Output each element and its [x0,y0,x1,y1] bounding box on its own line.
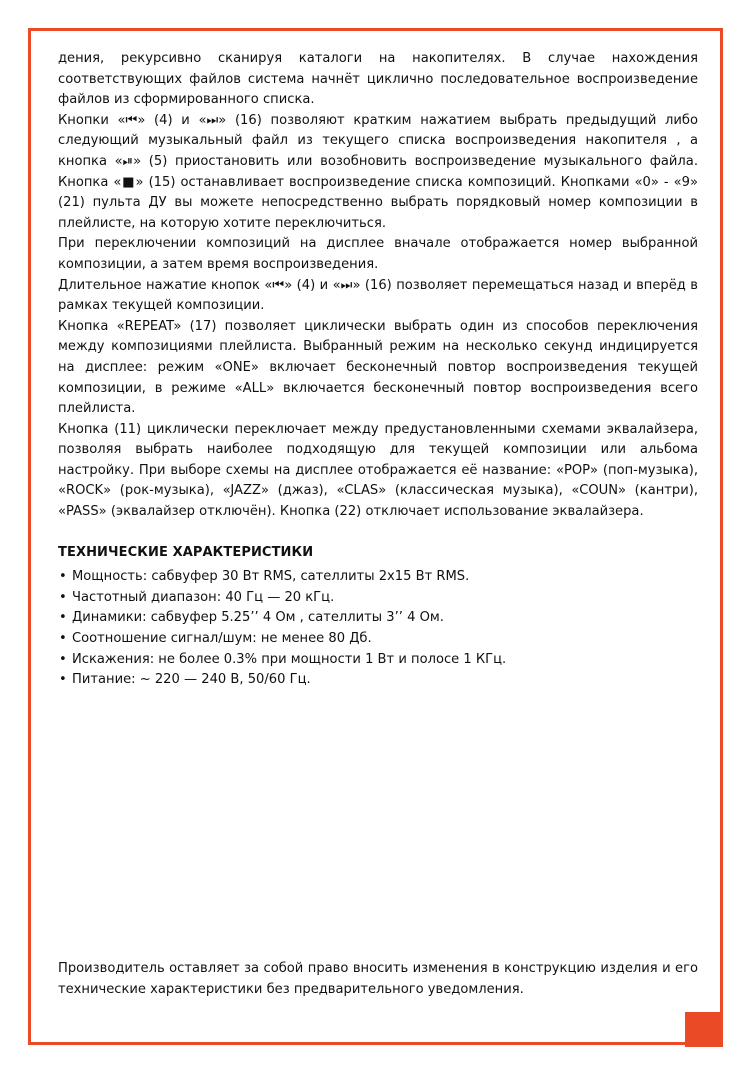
spec-item: • Частотный диапазон: 40 Гц — 20 кГц. [58,588,698,609]
paragraph-display-info: При переключении композиций на дисплее вначале отображается номер выбранной композиции, а затем время воспроизведения. [58,236,698,272]
paragraph-equalizer: Кнопка (11) циклически переключает между предустановленными схемами эквалайзера, позволяя выбрать наиболее подходящую для текущей композиции или альбома настройку. При выборе схемы на дисплее отображается её название: «POP» (поп-музыка), «ROCK» (рок-музыка), «JAZZ» (джаз), «CLAS» (классическая музыка), «COUN» (кантри), «PASS» (эквалайзер отключён). Кнопка (22) отключает использование эквалайзера. [58,421,698,520]
paragraph-track-buttons: Кнопки «⏮» (4) и «⏭» (16) позволяют кратким нажатием выбрать предыдущий либо следующий музыкальный файл из текущего списка воспроизведения накопителя , а кнопка «⏯» (5) приостановить или возобновить воспроизведение музыкального файла. Кнопка «■» (15) останавливает воспроизведение списка композиций. Кнопками «0» - «9» (21) пульта ДУ вы можете непосредственно выбрать порядковый номер композиции в плейлисте, на которую хотите переключиться. [58,112,698,231]
footer-disclaimer: Производитель оставляет за собой право вносить изменения в конструкцию изделия и его технические характеристики без предварительного уведомления. [58,961,698,997]
paragraph-long-press: Длительное нажатие кнопок «⏮» (4) и «⏭» (16) позволяет перемещаться назад и вперёд в рамках текущей композиции. [58,277,698,314]
spec-item: • Искажения: не более 0.3% при мощности 1 Вт и полосе 1 КГц. [58,650,698,671]
spec-item: • Соотношение сигнал/шум: не менее 80 Дб. [58,629,698,650]
specs-heading: ТЕХНИЧЕСКИЕ ХАРАКТЕРИСТИКИ [58,544,314,560]
spec-item: • Динамики: сабвуфер 5.25’’ 4 Ом , сателлиты 3’’ 4 Ом. [58,608,698,629]
specs-list [58,567,698,691]
corner-accent-block [685,1012,723,1047]
paragraph-intro: дения, рекурсивно сканируя каталоги на накопителях. В случае нахождения соответствующих файлов система начнёт циклично последовательное воспроизведение файлов из сформированного списка. [58,51,698,108]
spec-item: • Питание: ~ 220 — 240 В, 50/60 Гц. [58,670,698,691]
body-text [58,49,698,691]
paragraph-repeat: Кнопка «REPEAT» (17) позволяет циклически выбрать один из способов переключения между композициями плейлиста. Выбранный режим на несколько секунд индицируется на дисплее: режим «ONE» включает бесконечный повтор воспроизведения текущей композиции, в режиме «ALL» включается бесконечный повтор воспроизведения всего плейлиста. [58,318,698,417]
spec-item: • Мощность: сабвуфер 30 Вт RMS, сателлиты 2x15 Вт RMS. [58,567,698,588]
